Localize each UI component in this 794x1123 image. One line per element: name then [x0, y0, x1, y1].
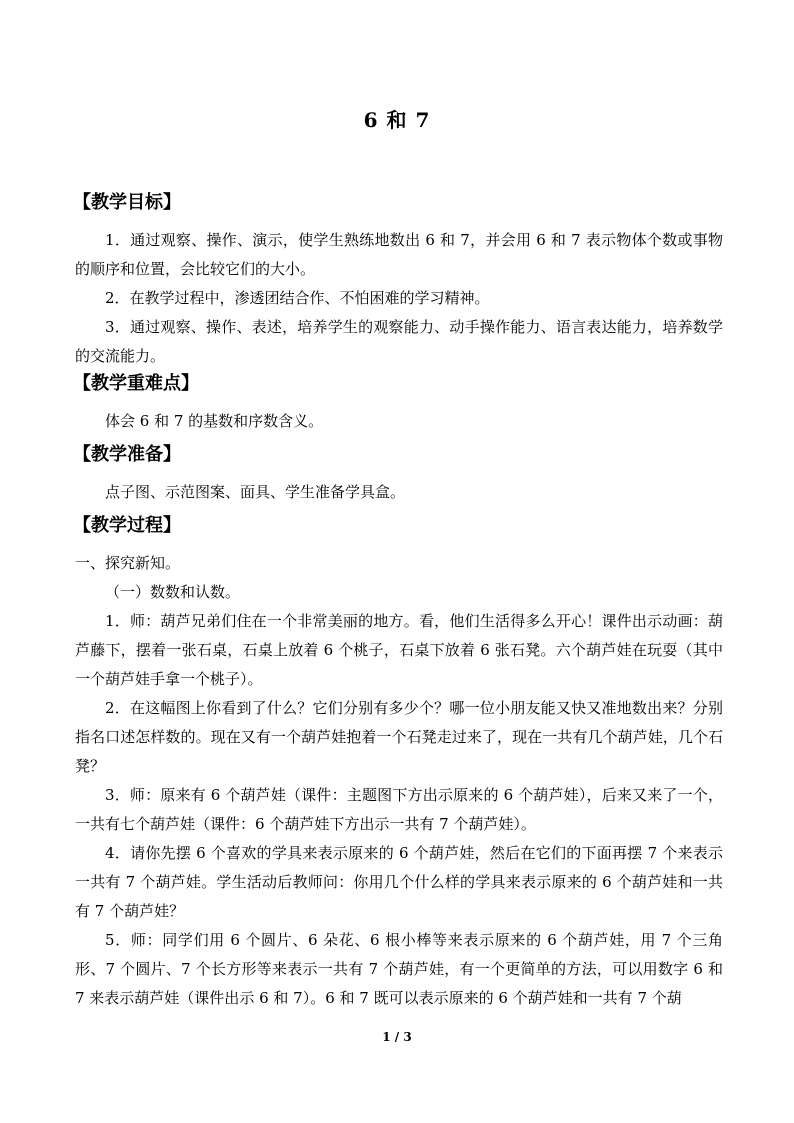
key-points-text: 体会 6 和 7 的基数和序数含义。: [105, 412, 324, 430]
process-part-1: 一、探究新知。: [75, 554, 181, 572]
goal-item-1: 1．通过观察、操作、演示，使学生熟练地数出 6 和 7，并会用 6 和 7 表示物体个数或事物的顺序和位置，会比较它们的大小。: [75, 231, 723, 278]
page-title: 6 和 7: [363, 108, 431, 132]
section-heading-preparation: 【教学准备】: [73, 444, 181, 465]
process-step-5: 5．师：同学们用 6 个圆片、6 朵花、6 根小棒等来表示原来的 6 个葫芦娃，用 7 个三角形、7 个圆片、7 个长方形等来表示一共有 7 个葫芦娃，有一个更简单的方法，可以用数字 6 和 7 来表示葫芦娃（课件出示 6 和 7）。6 和 7 既可以表示原来的 6 个葫芦娃和一共有 7 个葫: [75, 931, 723, 1007]
process-step-3: 3．师：原来有 6 个葫芦娃（课件：主题图下方出示原来的 6 个葫芦娃），后来又来了一个，一共有七个葫芦娃（课件：6 个葫芦娃下方出示一共有 7 个葫芦娃）。: [75, 786, 723, 833]
section-heading-goals: 【教学目标】: [73, 192, 181, 213]
goal-item-2: 2．在教学过程中，渗透团结合作、不怕困难的学习精神。: [105, 289, 490, 307]
process-step-2: 2．在这幅图上你看到了什么？它们分别有多少个？哪一位小朋友能又快又准地数出来？分别指名口述怎样数的。现在又有一个葫芦娃抱着一个石凳走过来了，现在一共有几个葫芦娃，几个石凳？: [75, 699, 723, 775]
goal-item-3: 3．通过观察、操作、表述，培养学生的观察能力、动手操作能力、语言表达能力，培养数学的交流能力。: [75, 318, 723, 365]
section-heading-key-points: 【教学重难点】: [73, 373, 199, 394]
process-sub-1: （一）数数和认数。: [105, 583, 241, 601]
process-step-4: 4．请你先摆 6 个喜欢的学具来表示原来的 6 个葫芦娃，然后在它们的下面再摆 7 个来表示一共有 7 个葫芦娃。学生活动后教师问：你用几个什么样的学具来表示原来的 6 个葫芦娃和一共有 7 个葫芦娃？: [75, 844, 723, 920]
process-step-1: 1．师：葫芦兄弟们住在一个非常美丽的地方。看，他们生活得多么开心！课件出示动画：葫芦藤下，摆着一张石桌，石桌上放着 6 个桃子，石桌下放着 6 张石凳。六个葫芦娃在玩耍（其中一个葫芦娃手拿一个桃子）。: [75, 612, 723, 688]
section-heading-process: 【教学过程】: [73, 515, 181, 536]
page-number: 1 / 3: [382, 1030, 412, 1044]
preparation-text: 点子图、示范图案、面具、学生准备学具盒。: [105, 483, 406, 501]
document-body: [75, 190, 723, 1013]
